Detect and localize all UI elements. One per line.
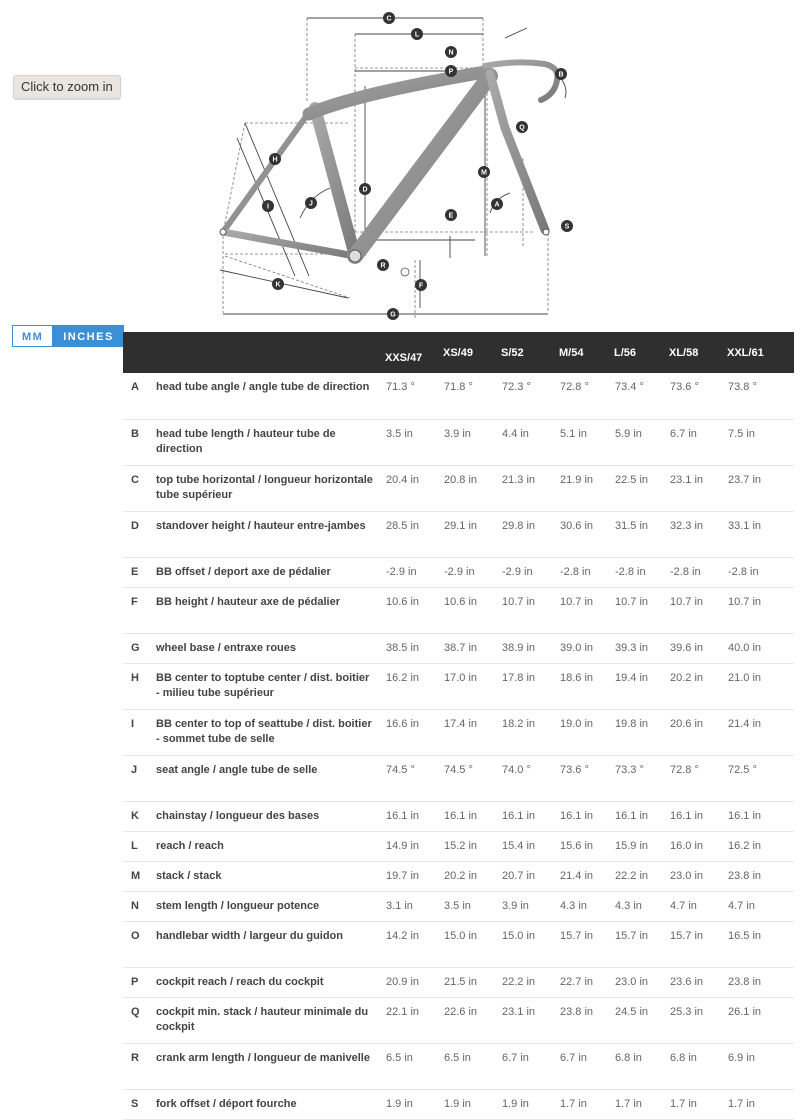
row-label: cockpit reach / reach du cockpit [155,967,385,997]
svg-text:D: D [362,186,368,194]
row-value: -2.9 in [385,557,443,587]
row-value: 73.6 ° [559,755,614,801]
row-value: 10.7 in [559,587,614,633]
table-row [123,891,794,921]
row-value: 16.6 in [385,709,443,755]
svg-text:E: E [448,212,454,220]
size-header: XL/58 [669,332,727,373]
row-value: 4.7 in [669,891,727,921]
row-value: 3.5 in [385,419,443,465]
row-value: 1.9 in [385,1089,443,1119]
row-value: 20.7 in [501,861,559,891]
row-value: 15.2 in [443,831,501,861]
row-value: 7.5 in [727,419,794,465]
row-value: 6.5 in [385,1043,443,1089]
row-label: reach / reach [155,831,385,861]
table-row [123,861,794,891]
row-value: 38.7 in [443,633,501,663]
table-row [123,1043,794,1089]
size-header: XXL/61 [727,332,794,373]
row-label: fork offset / déport fourche [155,1089,385,1119]
row-value: 4.7 in [727,891,794,921]
row-value: 20.2 in [443,861,501,891]
row-value: 16.1 in [614,801,669,831]
row-value: 26.1 in [727,997,794,1043]
row-value: 4.3 in [614,891,669,921]
row-value: 23.6 in [669,967,727,997]
row-label: stack / stack [155,861,385,891]
row-letter: M [123,861,155,891]
row-value: 39.6 in [669,633,727,663]
header-blank [155,332,385,373]
row-label: cockpit min. stack / hauteur minimale du cockpit [155,997,385,1043]
row-value: 16.2 in [727,831,794,861]
row-value: 6.7 in [669,419,727,465]
row-letter: N [123,891,155,921]
row-value: 71.3 ° [385,373,443,419]
row-value: 29.8 in [501,511,559,557]
row-value: 16.0 in [669,831,727,861]
row-value: 16.1 in [385,801,443,831]
row-letter: Q [123,997,155,1043]
row-value: 3.9 in [443,419,501,465]
row-value: 18.6 in [559,663,614,709]
table-row [123,997,794,1043]
row-value: 73.8 ° [727,373,794,419]
row-label: head tube length / hauteur tube de direction [155,419,385,465]
svg-text:B: B [558,71,564,79]
row-value: 23.7 in [727,465,794,511]
row-label: head tube angle / angle tube de direction [155,373,385,419]
row-value: 15.7 in [559,921,614,967]
table-row [123,663,794,709]
row-value: 16.1 in [727,801,794,831]
row-value: 73.4 ° [614,373,669,419]
row-letter: G [123,633,155,663]
size-header: S/52 [501,332,559,373]
row-letter: P [123,967,155,997]
svg-text:I: I [267,203,269,211]
row-value: 22.6 in [443,997,501,1043]
row-value: 18.2 in [501,709,559,755]
row-letter: D [123,511,155,557]
row-letter: R [123,1043,155,1089]
table-row [123,1089,794,1119]
svg-text:K: K [275,281,281,289]
svg-text:S: S [564,223,570,231]
row-value: 23.0 in [669,861,727,891]
row-value: 17.8 in [501,663,559,709]
row-letter: O [123,921,155,967]
row-value: 10.7 in [727,587,794,633]
row-value: 72.3 ° [501,373,559,419]
size-header: XXS/47 [385,332,443,373]
row-value: 16.1 in [443,801,501,831]
row-value: 16.2 in [385,663,443,709]
table-header-row [123,332,794,373]
row-value: 24.5 in [614,997,669,1043]
row-value: -2.8 in [669,557,727,587]
row-letter: I [123,709,155,755]
row-value: 29.1 in [443,511,501,557]
table-row [123,587,794,633]
row-value: 6.8 in [614,1043,669,1089]
row-value: 23.0 in [614,967,669,997]
row-value: 10.7 in [669,587,727,633]
row-label: crank arm length / longueur de manivelle [155,1043,385,1089]
row-label: standover height / hauteur entre-jambes [155,511,385,557]
size-header: M/54 [559,332,614,373]
row-value: 72.8 ° [559,373,614,419]
row-value: 1.7 in [669,1089,727,1119]
row-value: 39.3 in [614,633,669,663]
row-value: 1.9 in [443,1089,501,1119]
row-letter: J [123,755,155,801]
row-value: 15.7 in [669,921,727,967]
table-row [123,709,794,755]
row-value: 19.8 in [614,709,669,755]
row-value: 71.8 ° [443,373,501,419]
table-row [123,801,794,831]
row-label: stem length / longueur potence [155,891,385,921]
row-value: 39.0 in [559,633,614,663]
row-value: 16.1 in [559,801,614,831]
row-value: 10.7 in [614,587,669,633]
row-value: 10.7 in [501,587,559,633]
geometry-table [123,332,794,1120]
row-value: 22.5 in [614,465,669,511]
row-value: 23.8 in [559,997,614,1043]
row-value: 40.0 in [727,633,794,663]
row-value: 3.1 in [385,891,443,921]
row-value: 15.0 in [443,921,501,967]
row-value: 22.7 in [559,967,614,997]
row-letter: B [123,419,155,465]
table-row [123,465,794,511]
row-value: 20.6 in [669,709,727,755]
row-value: 4.4 in [501,419,559,465]
row-value: 17.0 in [443,663,501,709]
row-value: 14.9 in [385,831,443,861]
unit-toggle [12,325,124,347]
row-letter: A [123,373,155,419]
svg-text:N: N [448,49,454,57]
row-value: 6.9 in [727,1043,794,1089]
row-value: 16.1 in [501,801,559,831]
row-value: 21.3 in [501,465,559,511]
row-label: top tube horizontal / longueur horizontale tube supérieur [155,465,385,511]
table-row [123,921,794,967]
row-value: 20.2 in [669,663,727,709]
row-value: -2.8 in [614,557,669,587]
row-value: 22.2 in [614,861,669,891]
row-value: -2.8 in [559,557,614,587]
row-value: 3.5 in [443,891,501,921]
row-value: 15.7 in [614,921,669,967]
table-row [123,831,794,861]
row-letter: S [123,1089,155,1119]
table-row [123,967,794,997]
row-value: 73.6 ° [669,373,727,419]
row-letter: L [123,831,155,861]
row-value: 23.1 in [669,465,727,511]
table-row [123,755,794,801]
svg-text:R: R [380,262,386,270]
size-header: L/56 [614,332,669,373]
row-value: 17.4 in [443,709,501,755]
row-value: 16.1 in [669,801,727,831]
row-label: BB center to top of seattube / dist. boitier - sommet tube de selle [155,709,385,755]
row-label: BB center to toptube center / dist. boitier - milieu tube supérieur [155,663,385,709]
row-value: 4.3 in [559,891,614,921]
row-value: -2.9 in [443,557,501,587]
row-label: BB height / hauteur axe de pédalier [155,587,385,633]
svg-text:G: G [390,311,396,319]
row-label: handlebar width / largeur du guidon [155,921,385,967]
row-value: 19.7 in [385,861,443,891]
row-value: 25.3 in [669,997,727,1043]
size-header: XS/49 [443,332,501,373]
row-value: 33.1 in [727,511,794,557]
row-value: 22.1 in [385,997,443,1043]
row-value: 31.5 in [614,511,669,557]
row-value: 21.5 in [443,967,501,997]
row-value: 3.9 in [501,891,559,921]
row-value: 23.8 in [727,967,794,997]
unit-mm-button[interactable]: MM [12,325,53,347]
row-value: 6.8 in [669,1043,727,1089]
row-value: 38.5 in [385,633,443,663]
row-value: 1.7 in [727,1089,794,1119]
table-row [123,557,794,587]
row-value: 1.7 in [614,1089,669,1119]
row-value: 6.7 in [559,1043,614,1089]
row-letter: H [123,663,155,709]
svg-text:M: M [481,169,487,177]
svg-text:H: H [272,156,278,164]
row-value: 30.6 in [559,511,614,557]
row-value: -2.9 in [501,557,559,587]
row-value: 1.9 in [501,1089,559,1119]
table-row [123,511,794,557]
svg-text:P: P [448,68,454,76]
row-value: 74.5 ° [443,755,501,801]
row-value: 21.4 in [727,709,794,755]
row-value: 72.5 ° [727,755,794,801]
row-letter: K [123,801,155,831]
row-value: 20.8 in [443,465,501,511]
svg-text:F: F [418,282,424,290]
row-value: 20.9 in [385,967,443,997]
svg-text:L: L [414,31,420,39]
row-value: 5.9 in [614,419,669,465]
row-value: 21.4 in [559,861,614,891]
table-row [123,633,794,663]
row-value: 74.0 ° [501,755,559,801]
row-value: 16.5 in [727,921,794,967]
row-value: 20.4 in [385,465,443,511]
row-value: 15.4 in [501,831,559,861]
row-letter: F [123,587,155,633]
bike-geometry-diagram[interactable] [205,8,585,324]
row-value: 32.3 in [669,511,727,557]
row-value: 21.9 in [559,465,614,511]
svg-text:C: C [386,15,392,23]
row-value: 21.0 in [727,663,794,709]
svg-text:Q: Q [519,124,525,132]
row-value: 73.3 ° [614,755,669,801]
row-value: 74.5 ° [385,755,443,801]
geometry-table-body [123,373,794,1119]
row-value: 6.7 in [501,1043,559,1089]
row-value: 10.6 in [385,587,443,633]
row-letter: E [123,557,155,587]
unit-inches-button[interactable]: INCHES [53,325,124,347]
row-value: 72.8 ° [669,755,727,801]
row-label: seat angle / angle tube de selle [155,755,385,801]
svg-text:J: J [309,200,313,208]
svg-text:A: A [494,201,500,209]
table-row [123,419,794,465]
row-value: 15.9 in [614,831,669,861]
row-value: 1.7 in [559,1089,614,1119]
row-value: 28.5 in [385,511,443,557]
table-row [123,373,794,419]
row-value: 14.2 in [385,921,443,967]
row-value: 23.8 in [727,861,794,891]
row-value: 23.1 in [501,997,559,1043]
row-value: -2.8 in [727,557,794,587]
row-value: 15.6 in [559,831,614,861]
row-label: BB offset / deport axe de pédalier [155,557,385,587]
row-label: wheel base / entraxe roues [155,633,385,663]
row-value: 5.1 in [559,419,614,465]
row-value: 22.2 in [501,967,559,997]
row-value: 19.0 in [559,709,614,755]
row-value: 6.5 in [443,1043,501,1089]
zoom-button[interactable]: Click to zoom in [13,75,121,99]
row-value: 15.0 in [501,921,559,967]
header-blank [123,332,155,373]
row-letter: C [123,465,155,511]
row-label: chainstay / longueur des bases [155,801,385,831]
row-value: 10.6 in [443,587,501,633]
row-value: 19.4 in [614,663,669,709]
row-value: 38.9 in [501,633,559,663]
